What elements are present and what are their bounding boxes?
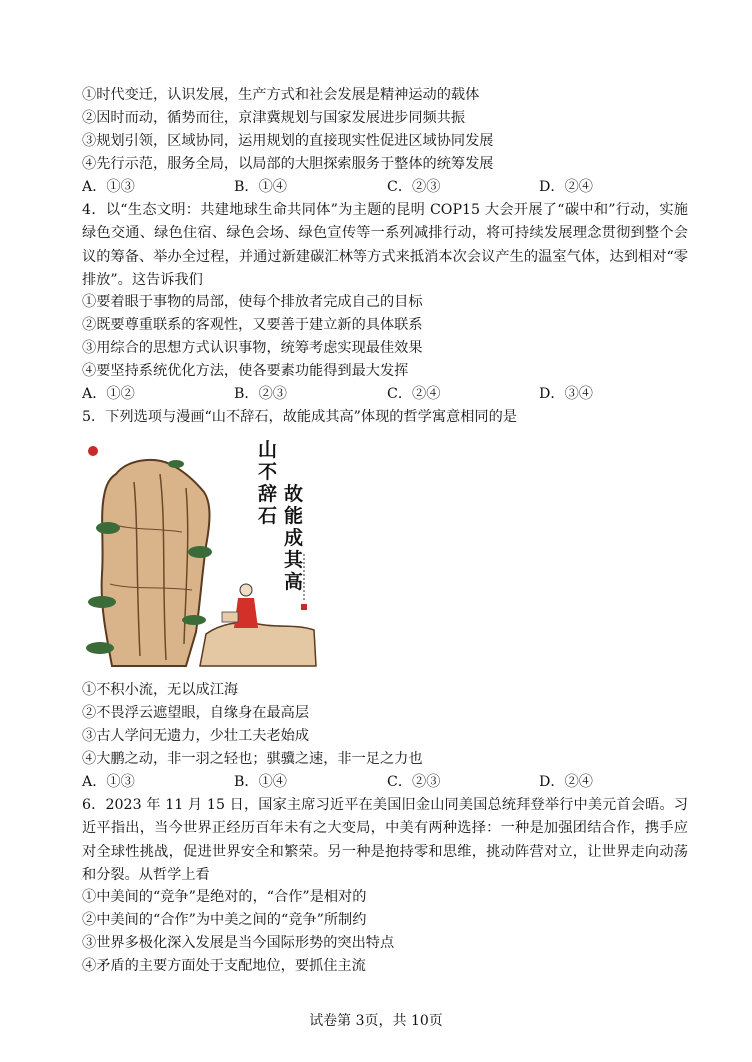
q4-option-d: D．③④	[539, 386, 593, 402]
q3-options	[82, 176, 682, 199]
low-rocks	[200, 622, 316, 666]
q6-item-2: ②中美间的“合作”为中美之间的“竞争”所制约	[82, 912, 367, 928]
q3-option-d: D．②④	[539, 179, 593, 195]
calligraphy-char-4: 石	[258, 505, 278, 527]
rock-pillar	[102, 460, 210, 666]
q4-option-c: C．②④	[387, 386, 441, 402]
calligraphy-char-5: 故	[284, 483, 304, 505]
q4-item-2: ②既要尊重联系的客观性，又要善于建立新的具体联系	[82, 317, 423, 333]
q4-option-a: A．①②	[82, 386, 135, 402]
q5-item-3: ③古人学问无遗力，少壮工夫老始成	[82, 728, 310, 744]
q5-item-2: ②不畏浮云遮望眼，自缘身在最高层	[82, 705, 310, 721]
q5-item-1: ①不积小流，无以成江海	[82, 682, 239, 698]
q4-item-1: ①要着眼于事物的局部，使每个排放者完成自己的目标	[82, 294, 423, 310]
q4-option-b: B．②③	[234, 386, 287, 402]
q5-option-d: D．②④	[539, 774, 593, 790]
q3-item-2: ②因时而动，循势而往，京津冀规划与国家发展进步同频共振	[82, 110, 466, 126]
q3-option-b: B．①④	[234, 179, 287, 195]
calligraphy-char-9: 高	[284, 571, 304, 593]
cartoon-image	[82, 434, 322, 674]
page-footer: 试卷第 3页，共 10页	[309, 1013, 443, 1029]
q6-item-4: ④矛盾的主要方面处于支配地位，要抓住主流	[82, 958, 366, 974]
q3-item-1: ①时代变迁，认识发展，生产方式和社会发展是精神运动的载体	[82, 87, 480, 103]
q5-item-4: ④大鹏之动，非一羽之轻也；骐骥之速，非一足之力也	[82, 751, 423, 767]
q4-stem: 4．以“生态文明：共建地球生命共同体”为主题的昆明 COP15 大会开展了“碳中和”行动，实施绿色交通、绿色住宿、绿色会场、绿色宣传等一系列减排行动，将可持续发展理念贯彻到整个会议的筹备、举办全过程，并通过新建碳汇林等方式来抵消本次会议产生的温室气体，达到相对“零排放”。这告诉我们	[82, 202, 688, 288]
q5-option-a: A．①③	[82, 774, 135, 790]
calligraphy-char-6: 能	[284, 505, 304, 527]
figure-head	[240, 584, 252, 596]
q6-stem: 6．2023 年 11 月 15 日，国家主席习近平在美国旧金山同美国总统拜登举行中美元首会晤。习近平指出，当今世界正经历百年未有之大变局，中美有两种选择：一种是加强团结合作，携手应对全球性挑战，促进世界安全和繁荣。另一种是抱持零和思维，挑动阵营对立，让世界走向动荡和分裂。从哲学上看	[82, 797, 688, 883]
calligraphy-char-2: 不	[258, 461, 278, 483]
calligraphy-char-7: 成	[284, 527, 304, 549]
seal-stamp	[88, 446, 98, 456]
q5-option-c: C．②③	[387, 774, 441, 790]
calligraphy-title	[258, 439, 304, 593]
calligraphy-char-3: 辞	[258, 483, 278, 505]
q4-item-4: ④要坚持系统优化方法，使各要素功能得到最大发挥	[82, 363, 409, 379]
calligraphy-char-1: 山	[258, 439, 278, 461]
q3-item-3: ③规划引领，区域协同，运用规划的直接现实性促进区域协同发展	[82, 133, 494, 149]
calligraphy-char-8: 其	[284, 549, 304, 571]
q5-option-b: B．①④	[234, 774, 287, 790]
q3-option-c: C．②③	[387, 179, 441, 195]
q6-item-1: ①中美间的“竞争”是绝对的，“合作”是相对的	[82, 889, 367, 905]
q5-options	[82, 771, 682, 794]
q4-item-3: ③用综合的思想方式认识事物，统筹考虑实现最佳效果	[82, 340, 423, 356]
q5-stem: 5．下列选项与漫画“山不辞石，故能成其高”体现的哲学寓意相同的是	[82, 409, 517, 425]
q3-option-a: A．①③	[82, 179, 135, 195]
q6-item-3: ③世界多极化深入发展是当今国际形势的突出特点	[82, 935, 395, 951]
artist-seal	[301, 604, 307, 610]
q4-options	[82, 383, 682, 406]
q3-item-4: ④先行示范，服务全局，以局部的大胆探索服务于整体的统筹发展	[82, 156, 494, 172]
